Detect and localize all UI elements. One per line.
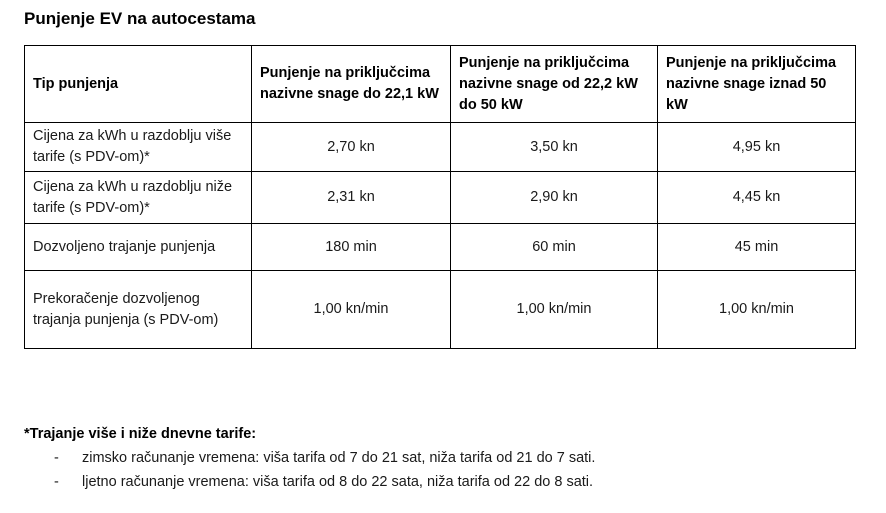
- row-label: Cijena za kWh u razdoblju niže tarife (s PDV-om)*: [25, 172, 252, 224]
- table-cell: 60 min: [451, 224, 658, 271]
- note-item-winter: zimsko računanje vremena: viša tarifa od 7 do 21 sat, niža tarifa od 21 do 7 sati.: [82, 450, 596, 466]
- header-over-50kw: Punjenje na priključcima nazivne snage iznad 50 kW: [658, 46, 856, 123]
- pricing-table: [24, 45, 856, 349]
- table-cell: 180 min: [252, 224, 451, 271]
- note-title: *Trajanje više i niže dnevne tarife:: [24, 426, 257, 442]
- note-item-summer: ljetno računanje vremena: viša tarifa od 8 do 22 sata, niža tarifa od 22 do 8 sati.: [82, 474, 594, 490]
- table-header-row: [25, 46, 856, 123]
- list-item: [24, 446, 595, 470]
- table-cell: 2,90 kn: [451, 172, 658, 224]
- table-cell: 1,00 kn/min: [658, 271, 856, 349]
- header-up-to-22kw: Punjenje na priključcima nazivne snage do 22,1 kW: [252, 46, 451, 123]
- table-cell: 2,31 kn: [252, 172, 451, 224]
- row-label: Prekoračenje dozvoljenog trajanja punjenja (s PDV-om): [25, 271, 252, 349]
- table-row: [25, 123, 856, 172]
- table-cell: 2,70 kn: [252, 123, 451, 172]
- table-cell: 45 min: [658, 224, 856, 271]
- note-list: [24, 446, 595, 494]
- table-row: [25, 271, 856, 349]
- table-cell: 1,00 kn/min: [252, 271, 451, 349]
- row-label: Cijena za kWh u razdoblju više tarife (s PDV-om)*: [25, 123, 252, 172]
- row-label: Dozvoljeno trajanje punjenja: [25, 224, 252, 271]
- header-charging-type: Tip punjenja: [25, 46, 252, 123]
- table-cell: 3,50 kn: [451, 123, 658, 172]
- dash-bullet: -: [54, 450, 59, 466]
- tariff-note: [24, 426, 595, 494]
- dash-bullet: -: [54, 474, 59, 490]
- header-22-to-50kw: Punjenje na priključcima nazivne snage od 22,2 kW do 50 kW: [451, 46, 658, 123]
- table-cell: 1,00 kn/min: [451, 271, 658, 349]
- table-row: [25, 224, 856, 271]
- list-item: [24, 470, 595, 494]
- page-title: Punjenje EV na autocestama: [24, 9, 256, 28]
- table-cell: 4,95 kn: [658, 123, 856, 172]
- table-row: [25, 172, 856, 224]
- table-cell: 4,45 kn: [658, 172, 856, 224]
